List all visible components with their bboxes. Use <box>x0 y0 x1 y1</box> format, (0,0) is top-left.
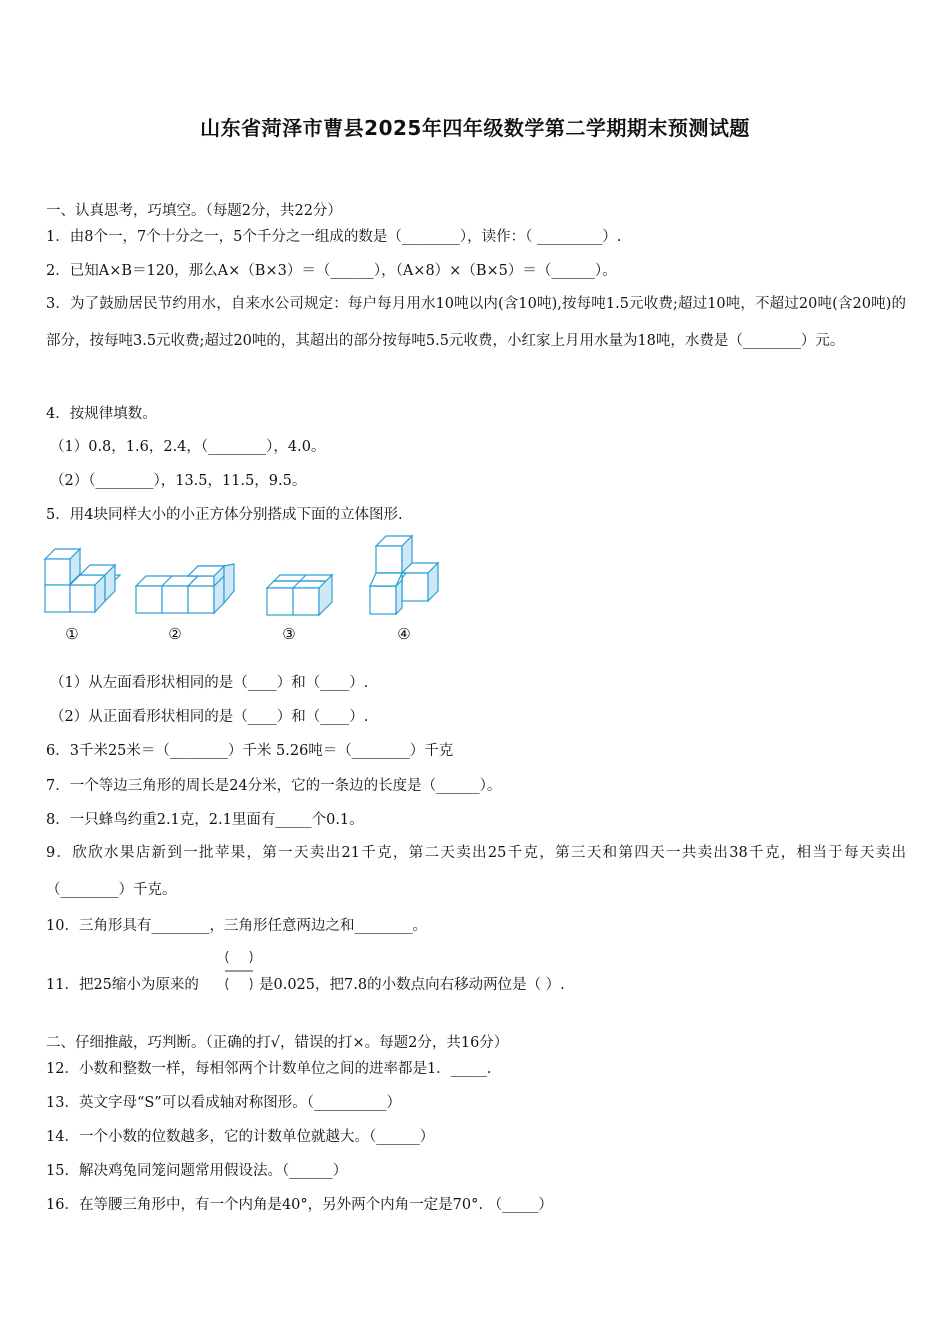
question-16: 16．在等腰三角形中，有一个内角是40°，另外两个内角一定是70°. （_____） <box>46 1197 553 1213</box>
figure-label-2: ② <box>168 625 182 643</box>
question-15: 15．解决鸡兔同笼问题常用假设法。（______） <box>46 1163 348 1179</box>
question-9: 9．欣欣水果店新到一批苹果，第一天卖出21千克，第二天卖出25千克，第三天和第四天一共卖出38千克，相当于每天卖出（________）千克。 <box>46 845 906 898</box>
question-2: 2．已知A×B＝120，那么A×（B×3）＝（______），（A×8）×（B×5）＝（______）。 <box>46 263 617 279</box>
figure-2 <box>136 564 234 613</box>
question-6: 6．3千米25米＝（________）千米 5.26吨＝（________）千克 <box>46 743 454 759</box>
question-4-part-1: （1）0.8，1.6，2.4，（________），4.0。 <box>50 439 326 455</box>
page-title: 山东省菏泽市曹县2025年四年级数学第二学期期末预测试题 <box>200 116 750 140</box>
question-4: 4．按规律填数。 <box>46 406 157 422</box>
section1-heading: 一、认真思考，巧填空。（每题2分，共22分） <box>46 203 342 219</box>
figure-3 <box>267 575 332 615</box>
figure-label-1: ① <box>65 625 79 643</box>
question-12: 12．小数和整数一样，每相邻两个计数单位之间的进率都是1．_____. <box>46 1061 492 1077</box>
question-5-part-1: （1）从左面看形状相同的是（____）和（____）. <box>50 675 369 691</box>
figure-label-4: ④ <box>397 625 411 643</box>
fraction-blank <box>222 946 256 998</box>
figure-label-3: ③ <box>282 625 296 643</box>
question-4-part-2: （2）（________），13.5，11.5，9.5。 <box>50 473 307 489</box>
question-14: 14．一个小数的位数越多，它的计数单位就越大。（______） <box>46 1129 435 1145</box>
question-10: 10．三角形具有________，三角形任意两边之和________。 <box>46 918 427 934</box>
question-7: 7．一个等边三角形的周长是24分米，它的一条边的长度是（______）。 <box>46 778 502 794</box>
section2-heading: 二、仔细推敲，巧判断。（正确的打√，错误的打×。每题2分，共16分） <box>46 1035 509 1051</box>
cube-figures <box>40 534 460 654</box>
question-5: 5．用4块同样大小的小正方体分别搭成下面的立体图形. <box>46 507 403 523</box>
question-11-start: 11．把25缩小为原来的 <box>46 977 199 993</box>
question-13: 13．英文字母“S”可以看成轴对称图形。（__________） <box>46 1095 401 1111</box>
question-8: 8．一只蜂鸟约重2.1克，2.1里面有_____个0.1。 <box>46 812 364 828</box>
question-11-end: 是0.025，把7.8的小数点向右移动两位是（ ）. <box>259 977 565 993</box>
question-3: 3．为了鼓励居民节约用水，自来水公司规定：每户每月用水10吨以内(含10吨),按每吨1.5元收费;超过10吨，不超过20吨(含20吨)的部分，按每吨3.5元收费;超过20吨的，其超出的部分按每吨5.5元收费，小红家上月用水量为18吨，水费是（________）元。 <box>46 296 906 349</box>
question-1: 1．由8个一，7个十分之一，5个千分之一组成的数是（________），读作：（ _________）. <box>46 229 622 245</box>
figure-1 <box>45 549 120 612</box>
figure-4 <box>370 536 438 614</box>
question-5-part-2: （2）从正面看形状相同的是（____）和（____）. <box>50 709 369 725</box>
